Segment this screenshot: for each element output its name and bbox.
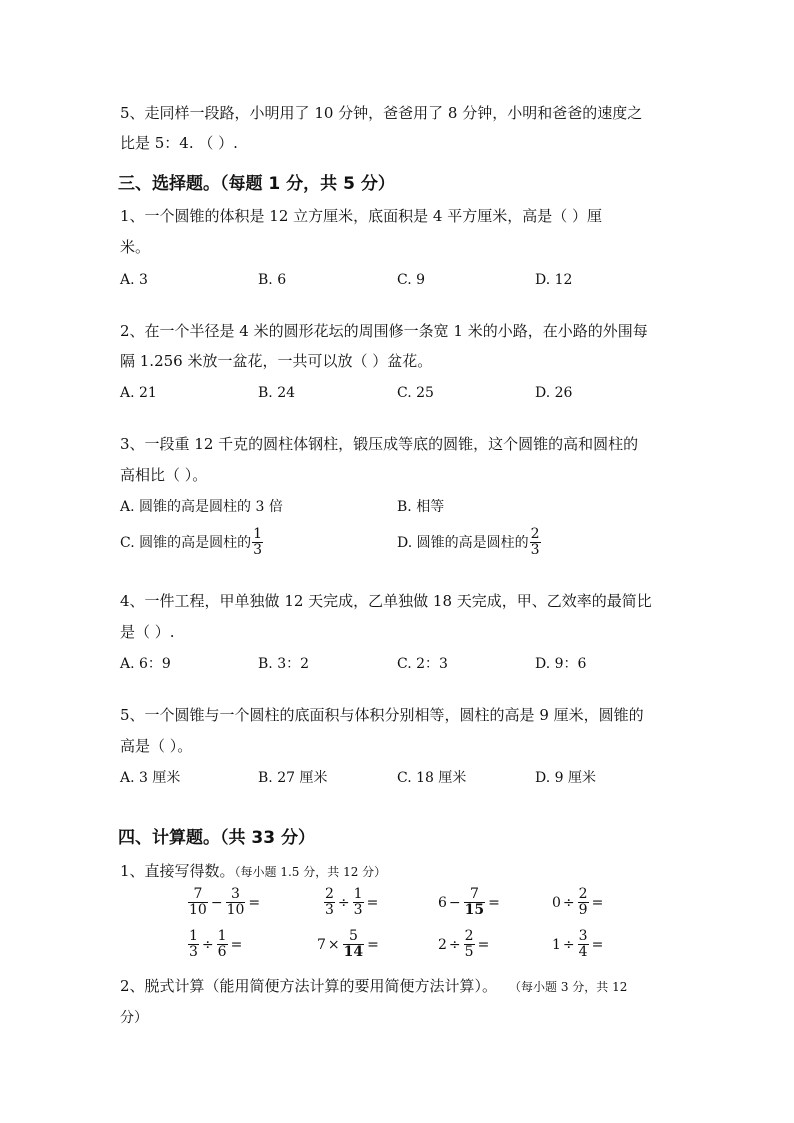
q1-line1: 1、一个圆锥的体积是 12 立方厘米，底面积是 4 平方厘米，高是（ ）厘	[120, 207, 603, 225]
calc-q2-line	[120, 976, 627, 997]
q3-option-c-fraction	[252, 527, 263, 558]
fraction-denominator: 3	[530, 542, 540, 558]
q3-line1: 3、一段重 12 千克的圆柱体钢柱，锻压成等底的圆锥，这个圆锥的高和圆柱的	[120, 435, 639, 453]
calc-q1-label	[120, 861, 386, 882]
calc-q1-text: 1、直接写得数。	[120, 862, 235, 880]
calc-expr-4: 0 ÷ $\frac{2}{9}$ =	[552, 886, 604, 918]
q3-option-c-text: C. 圆锥的高是圆柱的	[120, 534, 252, 551]
calc-q2-note-cont: 分）	[120, 1010, 148, 1026]
section4-title: 四、计算题。（共 33 分）	[118, 828, 315, 848]
calc-expr-3: 6 − $\frac{7}{15}$ =	[438, 886, 500, 918]
fraction-numerator: 1	[253, 526, 263, 542]
q4-option-a: A. 6：9	[120, 656, 171, 672]
q1-option-c: C. 9	[397, 272, 426, 288]
q2-option-c: C. 25	[397, 385, 434, 401]
fraction-denominator: 3	[253, 542, 263, 558]
q5-option-c: C. 18 厘米	[397, 770, 467, 786]
q5-line1: 5、一个圆锥与一个圆柱的底面积与体积分别相等，圆柱的高是 9 厘米，圆锥的	[120, 706, 644, 724]
q5-option-b: B. 27 厘米	[258, 770, 328, 786]
calc-q2-note: （每小题 3 分，共 12	[515, 980, 628, 994]
q5-option-a: A. 3 厘米	[120, 770, 181, 786]
calc-expr-8: 1 ÷ $\frac{3}{4}$ =	[552, 928, 604, 960]
calc-expr-7: 2 ÷ $\frac{2}{5}$ =	[438, 928, 490, 960]
calc-expr-6: 7 × $\frac{5}{14}$ =	[317, 928, 379, 960]
q2-line1: 2、在一个半径是 4 米的圆形花坛的周围修一条宽 1 米的小路，在小路的外围每	[120, 322, 648, 340]
calc-expr-5: $\frac{1}{3}$ ÷ $\frac{1}{6}$ =	[189, 928, 243, 960]
q4-option-b: B. 3：2	[258, 656, 310, 672]
q1-option-b: B. 6	[258, 272, 287, 288]
q3-option-d-fraction	[530, 527, 541, 558]
q3-line2: 高相比（ ）。	[120, 466, 208, 484]
fraction-numerator: 2	[530, 526, 540, 542]
q1-option-a: A. 3	[120, 272, 148, 288]
q3-option-a: A. 圆锥的高是圆柱的 3 倍	[120, 499, 283, 515]
q4-option-c: C. 2：3	[397, 656, 448, 672]
q3-option-b: B. 相等	[397, 499, 445, 515]
calc-q1-note: （每小题 1.5 分，共 12 分）	[234, 865, 387, 879]
q1-option-d: D. 12	[535, 272, 573, 288]
q4-option-d: D. 9：6	[535, 656, 587, 672]
q3-option-d-text: D. 圆锥的高是圆柱的	[397, 534, 529, 551]
judge-q5-line1: 5、走同样一段路，小明用了 10 分钟，爸爸用了 8 分钟，小明和爸爸的速度之	[120, 104, 643, 122]
q3-option-c	[120, 527, 264, 558]
q3-option-d	[397, 527, 542, 558]
calc-q2-text: 2、脱式计算（能用简便方法计算的要用简便方法计算）。	[120, 977, 498, 995]
calc-expr-2: $\frac{2}{3}$ ÷ $\frac{1}{3}$ =	[325, 886, 379, 918]
judge-q5-line2: 比是 5：4. （ ）.	[120, 134, 238, 152]
q2-option-d: D. 26	[535, 385, 573, 401]
q2-line2: 隔 1.256 米放一盆花，一共可以放（ ）盆花。	[120, 352, 433, 370]
q4-line2: 是（ ）.	[120, 623, 175, 641]
q4-line1: 4、一件工程，甲单独做 12 天完成，乙单独做 18 天完成，甲、乙效率的最简比	[120, 592, 652, 610]
q5-option-d: D. 9 厘米	[535, 770, 596, 786]
section3-title: 三、选择题。（每题 1 分，共 5 分）	[118, 174, 395, 194]
q1-line2: 米。	[120, 238, 151, 256]
calc-expr-1: $\frac{7}{10}$ − $\frac{3}{10}$ =	[189, 886, 261, 918]
q2-option-a: A. 21	[120, 385, 157, 401]
q5-line2: 高是（ ）。	[120, 737, 193, 755]
q2-option-b: B. 24	[258, 385, 296, 401]
